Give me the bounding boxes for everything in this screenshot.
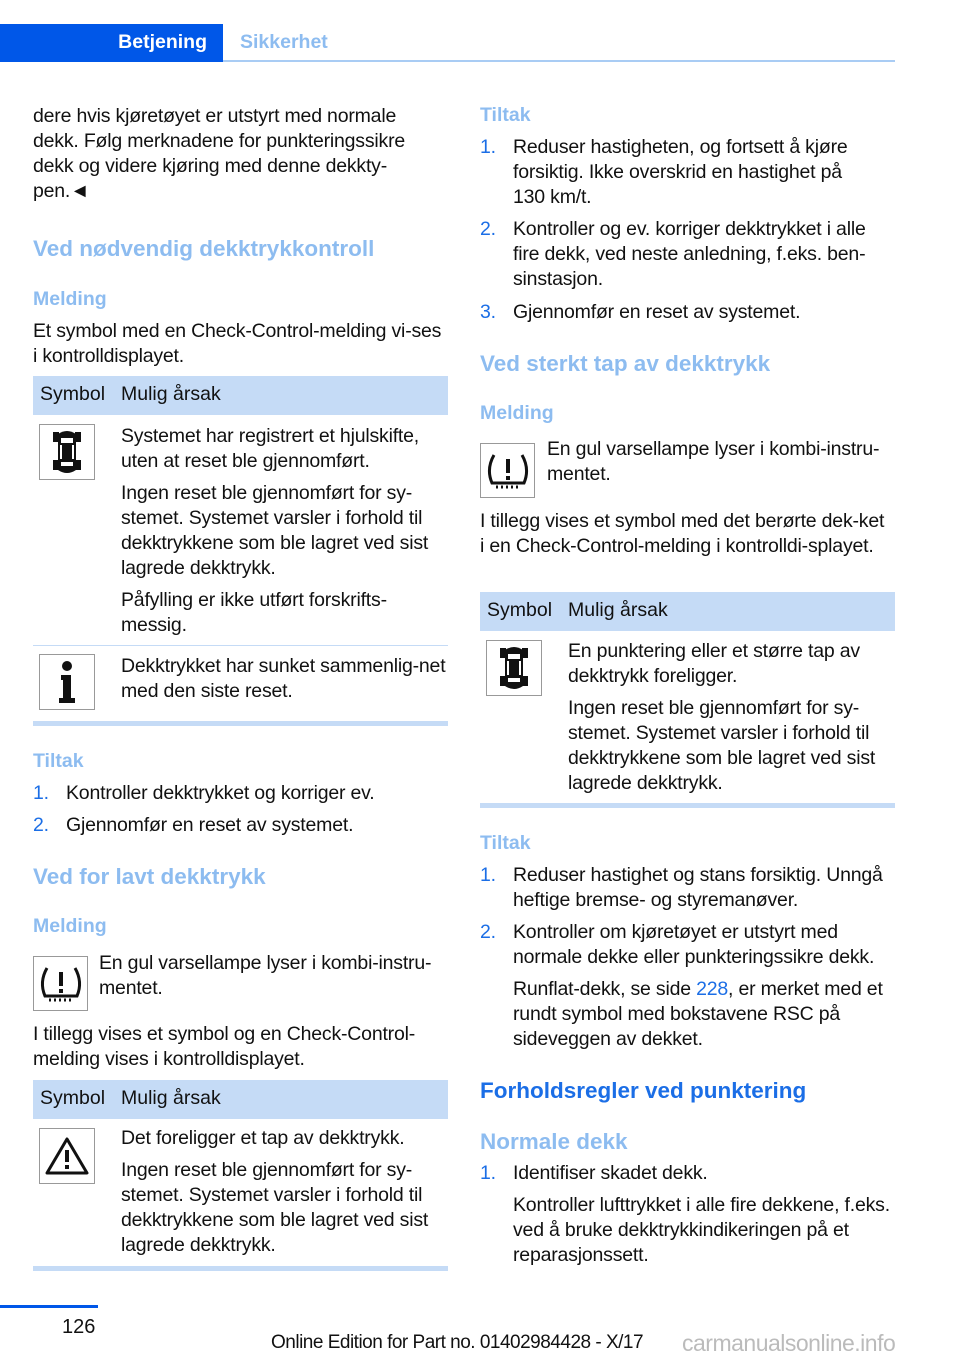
intro-text: dere hvis kjøretøyet er utstyrt med normale dekk. Følg merknadene for punkteringssikre dekk og videre kjøring med denne dekkty-pen.◄ [33,105,406,202]
footer-rule [0,1305,98,1308]
car-tire-icon [39,424,95,480]
col-cause: Mulig årsak [121,1087,221,1109]
col-symbol: Symbol [40,1087,106,1109]
heading-pressure-loss: Ved sterkt tap av dekktrykk [480,351,771,376]
heading-normal-tires: Normale dekk [480,1129,628,1154]
col-symbol: Symbol [487,599,553,621]
info-icon [39,654,95,710]
list-item: 1. Identifiser skadet dekk. [480,1162,708,1184]
melding-text: Et symbol med en Check-Control-melding vi-ses i kontrolldisplayet. [33,320,442,367]
table-header [33,376,448,415]
symbol-table-2 [33,1080,448,1272]
melding-text: En gul varsellampe lyser i kombi-instru-mentet. [547,438,880,485]
car-tire-icon [486,640,542,696]
subheading-tiltak: Tiltak [480,832,531,854]
list-item: 2. Kontroller og ev. korriger dekktrykket i alle fire dekk, ved neste anledning, f.eks. ben-sinstasjon. [480,218,866,290]
subheading-melding: Melding [33,915,107,937]
subheading-tiltak: Tiltak [480,104,531,126]
tire-pressure-warning-icon [480,443,535,498]
runflat-text: Runflat-dekk, se side 228, er merket med et rundt symbol med bokstavene RSC på sideveggen av dekket. [513,978,883,1050]
subheading-melding: Melding [480,402,554,424]
melding-text: En gul varsellampe lyser i kombi-instru-mentet. [99,952,432,999]
table-bottom-bar [33,721,448,726]
col-cause: Mulig årsak [121,383,221,405]
header-tabs [0,24,895,62]
extra-text: I tillegg vises et symbol og en Check-Control-melding vises i kontrolldisplayet. [33,1023,416,1070]
watermark: carmanualsonline.info [682,1330,896,1356]
table-header [33,1080,448,1119]
subheading-melding: Melding [33,288,107,310]
heading-precautions: Forholdsregler ved punktering [480,1078,807,1103]
extra-text: I tillegg vises et symbol med det berørte dek-ket i en Check-Control-melding i kontrolldi-splayet. [480,510,885,557]
page-link-228[interactable]: 228 [696,978,729,1000]
table-row-text: Dekktrykket har sunket sammenlig-net med den siste reset. [121,655,446,702]
heading-check: Ved nødvendig dekktrykkontroll [33,236,375,261]
subheading-tiltak: Tiltak [33,750,84,772]
tab-betjening[interactable]: Betjening [0,24,223,62]
table-row-text: Det foreligger et tap av dekktrykk. Ingen reset ble gjennomført for sy-stemet. Systemet varsler i forhold til dekktrykkene som ble lagret ved sist lagrede dekktrykk. [121,1127,429,1256]
tab-sikkerhet[interactable]: Sikkerhet [240,31,328,53]
heading-low-pressure: Ved for lavt dekktrykk [33,864,266,889]
edition-text: Online Edition for Part no. 01402984428 - X/17 [271,1332,644,1353]
list-item: 3. Gjennomfør en reset av systemet. [480,301,801,323]
table-header [480,592,895,631]
table-row-text: En punktering eller et større tap av dekktrykk foreligger. Ingen reset ble gjennomført for sy-stemet. Systemet varsler i forhold til dekktrykkene som ble lagret ved sist lagrede dekktrykk. [568,640,876,794]
table-bottom-bar [33,1266,448,1271]
symbol-table-3 [480,592,895,812]
normal-sub-text: Kontroller lufttrykket i alle fire dekkene, f.eks. ved å bruke dekktrykkindikeringen på et reparasjonssett. [513,1194,890,1266]
list-item: 1. Reduser hastigheten, og fortsett å kjøre forsiktig. Ikke overskrid en hastighet på 130 km/t. [480,136,848,208]
col-cause: Mulig årsak [568,599,668,621]
symbol-table-1 [33,376,448,726]
list-item: 1. Reduser hastighet og stans forsiktig. Unngå heftige bremse- og styremanøver. [480,864,883,911]
page-number: 126 [62,1316,96,1338]
row-divider [33,645,448,646]
list-item: 2. Kontroller om kjøretøyet er utstyrt med normale dekke eller punkteringssikre dekk. [480,921,875,968]
table-row-text: Systemet har registrert et hjulskifte, uten at reset ble gjennomført. Ingen reset ble gjennomført for sy-stemet. Systemet varsler i forhold til dekktrykkene som ble lagret ved sist lagrede dekktrykk. Påfylling er ikke utført forskrifts-messig. [121,425,429,636]
tire-pressure-warning-icon [33,956,88,1011]
table-bottom-bar [480,803,895,808]
warning-triangle-icon [39,1128,95,1184]
col-symbol: Symbol [40,383,106,405]
